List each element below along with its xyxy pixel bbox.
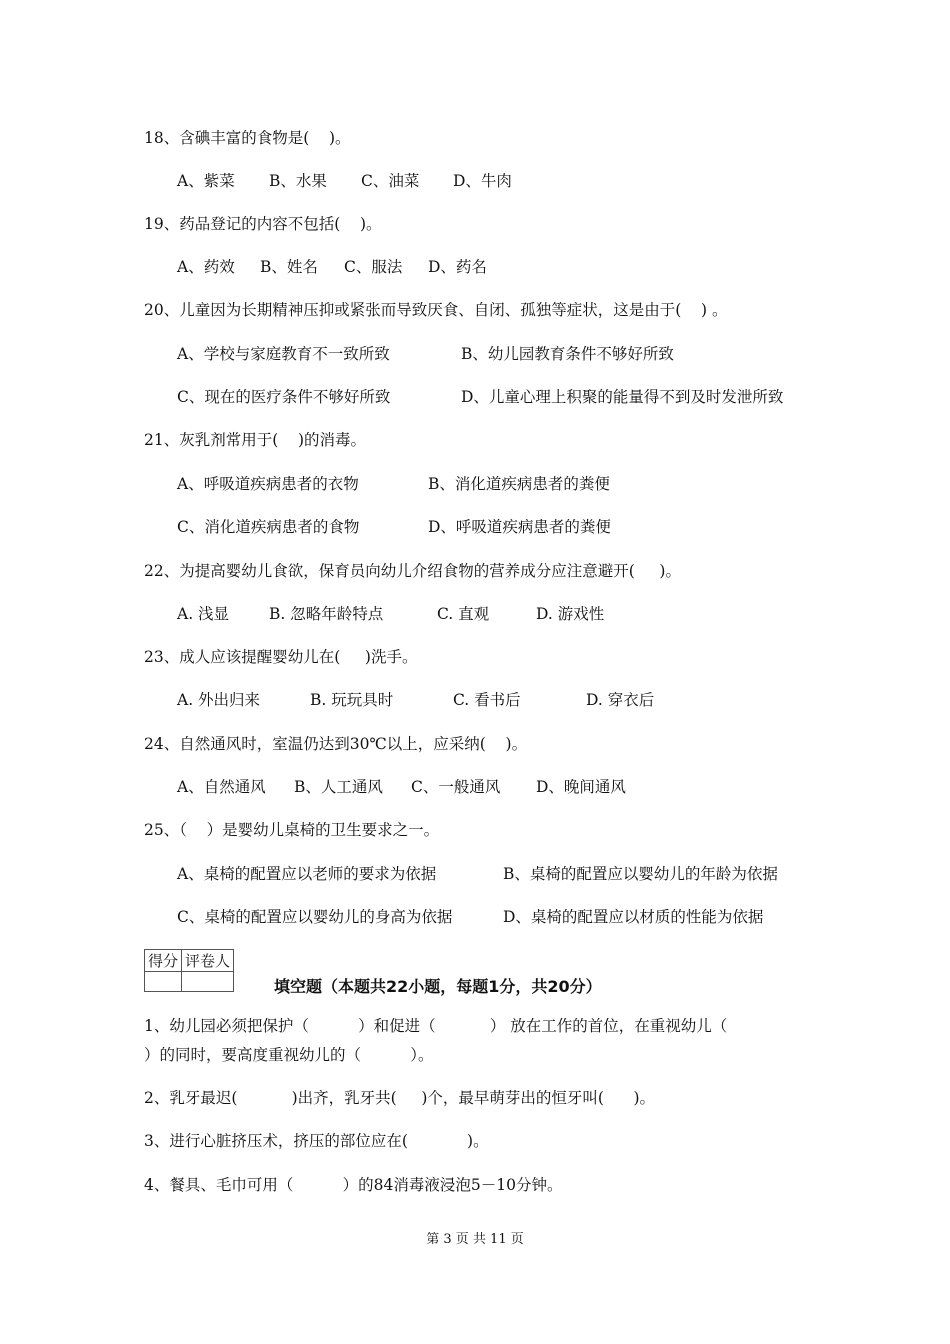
option-d: D、桌椅的配置应以材质的性能为依据 — [503, 908, 764, 926]
question-25-options-row1 — [177, 864, 817, 884]
option-b: B. 玩玩具时 — [310, 691, 394, 709]
option-d: D、晚间通风 — [536, 778, 626, 796]
question-18-options — [177, 171, 577, 191]
fill-in-4: 4、餐具、毛巾可用（ ）的84消毒液浸泡5－10分钟。 — [144, 1176, 563, 1194]
section-title: 填空题（本题共22小题，每题1分，共20分） — [274, 977, 602, 996]
question-19-options — [177, 257, 577, 277]
question-20-options-row1 — [177, 344, 817, 364]
question-22-options — [177, 604, 817, 624]
question-19-stem: 19、药品登记的内容不包括( )。 — [144, 215, 382, 233]
option-d: D、儿童心理上积聚的能量得不到及时发泄所致 — [461, 388, 784, 406]
option-c: C、服法 — [344, 258, 403, 276]
question-24-options — [177, 777, 817, 797]
option-a: A、药效 — [177, 258, 235, 276]
option-a: A、呼吸道疾病患者的衣物 — [177, 475, 359, 493]
option-c: C、现在的医疗条件不够好所致 — [177, 388, 391, 406]
question-20-options-row2 — [177, 387, 817, 407]
fill-in-3: 3、进行心脏挤压术，挤压的部位应在( )。 — [144, 1132, 489, 1150]
option-c: C、消化道疾病患者的食物 — [177, 518, 360, 536]
option-c: C. 直观 — [437, 605, 490, 623]
option-b: B、消化道疾病患者的粪便 — [428, 475, 610, 493]
option-d: D、呼吸道疾病患者的粪便 — [428, 518, 611, 536]
score-box — [144, 949, 234, 992]
option-b: B、幼儿园教育条件不够好所致 — [461, 345, 674, 363]
question-21-options-row1 — [177, 474, 817, 494]
grader-cell — [182, 972, 234, 992]
score-cell — [145, 972, 182, 992]
option-d: D、药名 — [428, 258, 487, 276]
question-21-options-row2 — [177, 517, 817, 537]
option-a: A. 外出归来 — [177, 691, 261, 709]
option-a: A、桌椅的配置应以老师的要求为依据 — [177, 865, 437, 883]
option-c: C、油菜 — [361, 172, 420, 190]
question-20-stem: 20、儿童因为长期精神压抑或紧张而导致厌食、自闭、孤独等症状，这是由于( ) 。 — [144, 301, 728, 319]
question-24-stem: 24、自然通风时，室温仍达到30℃以上，应采纳( )。 — [144, 735, 528, 753]
option-b: B、水果 — [269, 172, 327, 190]
option-a: A、学校与家庭教育不一致所致 — [177, 345, 390, 363]
option-c: C、一般通风 — [411, 778, 501, 796]
question-25-stem: 25、（ ）是婴幼儿桌椅的卫生要求之一。 — [144, 821, 440, 839]
question-21-stem: 21、灰乳剂常用于( )的消毒。 — [144, 431, 367, 449]
option-b: B、人工通风 — [294, 778, 383, 796]
question-18-stem: 18、含碘丰富的食物是( )。 — [144, 129, 351, 147]
question-23-stem: 23、成人应该提醒婴幼儿在( )洗手。 — [144, 648, 418, 666]
option-d: D、牛肉 — [453, 172, 512, 190]
fill-in-1-line1: 1、幼儿园必须把保护（ ）和促进（ ） 放在工作的首位，在重视幼儿（ — [144, 1017, 728, 1035]
question-25-options-row2 — [177, 907, 817, 927]
page-footer: 第 3 页 共 11 页 — [426, 1232, 524, 1247]
question-23-options — [177, 690, 817, 710]
option-a: A、紫菜 — [177, 172, 235, 190]
score-label: 得分 — [145, 950, 182, 972]
option-c: C. 看书后 — [453, 691, 521, 709]
fill-in-1-line2: ）的同时，要高度重视幼儿的（ ）。 — [144, 1046, 434, 1064]
option-d: D. 穿衣后 — [586, 691, 655, 709]
option-c: C、桌椅的配置应以婴幼儿的身高为依据 — [177, 908, 453, 926]
option-a: A. 浅显 — [177, 605, 230, 623]
option-b: B. 忽略年龄特点 — [269, 605, 384, 623]
option-b: B、桌椅的配置应以婴幼儿的年龄为依据 — [503, 865, 778, 883]
option-a: A、自然通风 — [177, 778, 266, 796]
option-b: B、姓名 — [260, 258, 318, 276]
question-22-stem: 22、为提高婴幼儿食欲，保育员向幼儿介绍食物的营养成分应注意避开( )。 — [144, 562, 681, 580]
grader-label: 评卷人 — [182, 950, 234, 972]
fill-in-2: 2、乳牙最迟( )出齐，乳牙共( )个，最早萌芽出的恒牙叫( )。 — [144, 1089, 656, 1107]
option-d: D. 游戏性 — [536, 605, 605, 623]
